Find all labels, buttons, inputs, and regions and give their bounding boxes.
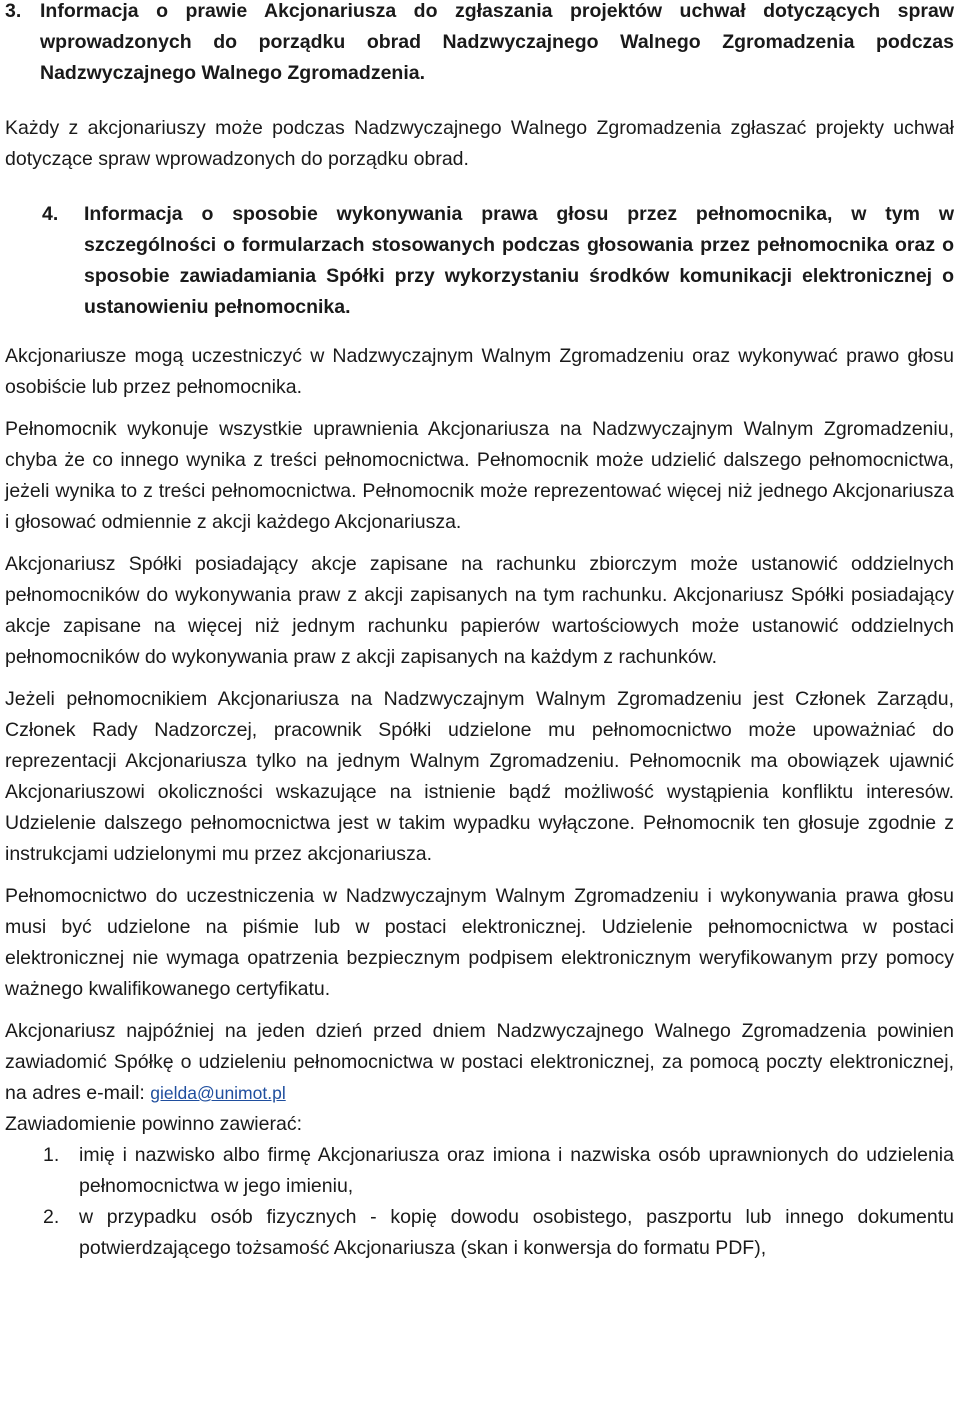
section-3-paragraph: Każdy z akcjonariuszy może podczas Nadzwyczajnego Walnego Zgromadzenia zgłaszać projekty uchwał dotyczące spraw wprowadzonych do porządku obrad. bbox=[5, 117, 954, 170]
paragraph-notice bbox=[5, 1016, 954, 1109]
list-item-number: 1. bbox=[43, 1144, 60, 1166]
list-item bbox=[5, 1202, 954, 1264]
list-item-text: w przypadku osób fizycznych - kopię dowodu osobistego, paszportu lub innego dokumentu potwierdzającego tożsamość Akcjonariusza (skan i konwersja do formatu PDF), bbox=[79, 1206, 954, 1259]
notice-text: Akcjonariusz najpóźniej na jeden dzień przed dniem Nadzwyczajnego Walnego Zgromadzenia powinien zawiadomić Spółkę o udzieleniu pełnomocnictwa w postaci elektronicznej, za pomocą poczty elektronicznej, na adres e-mail: bbox=[5, 1020, 954, 1104]
notice-contents-label: Zawiadomienie powinno zawierać: bbox=[5, 1113, 302, 1135]
list-item bbox=[5, 1140, 954, 1202]
section-3-title: Informacja o prawie Akcjonariusza do zgłaszania projektów uchwał dotyczących spraw wprowadzonych do porządku obrad Nadzwyczajnego Walnego Zgromadzenia podczas Nadzwyczajnego Walnego Zgromadzenia. bbox=[40, 0, 954, 84]
section-4-heading bbox=[5, 199, 954, 323]
paragraph-proxy-rights: Pełnomocnik wykonuje wszystkie uprawnienia Akcjonariusza na Nadzwyczajnym Walnym Zgromadzeniu, chyba że co innego wynika z treści pełnomocnictwa. Pełnomocnik może udzielić dalszego pełnomocnictwa, jeżeli wynika to z treści pełnomocnictwa. Pełnomocnik może reprezentować więcej niż jednego Akcjonariusza i głosować odmiennie z akcji każdego Akcjonariusza. bbox=[5, 418, 954, 533]
section-4-number: 4. bbox=[42, 203, 59, 225]
paragraph-omnibus-account: Akcjonariusz Spółki posiadający akcje zapisane na rachunku zbiorczym może ustanowić oddzielnych pełnomocników do wykonywania praw z akcji zapisanych na tym rachunku. Akcjonariusz Spółki posiadający akcje zapisane na więcej niż jednym rachunku papierów wartościowych może ustanowić oddzielnych pełnomocników do wykonywania praw z akcji zapisanych na każdym z rachunków. bbox=[5, 553, 954, 668]
section-3-heading bbox=[5, 0, 954, 89]
section-4-title: Informacja o sposobie wykonywania prawa głosu przez pełnomocnika, w tym w szczególności o formularzach stosowanych podczas głosowania przez pełnomocnika oraz o sposobie zawiadamiania Spółki przy wykorzystaniu środków komunikacji elektronicznej o ustanowieniu pełnomocnika. bbox=[84, 203, 954, 318]
paragraph-board-member-proxy: Jeżeli pełnomocnikiem Akcjonariusza na Nadzwyczajnym Walnym Zgromadzeniu jest Członek Zarządu, Członek Rady Nadzorczej, pracownik Spółki udzielone mu pełnomocnictwo może upoważniać do reprezentacji Akcjonariusza tylko na jednym Walnym Zgromadzeniu. Pełnomocnik ma obowiązek ujawnić Akcjonariuszowi okoliczności wskazujące na istnienie bądź możliwość wystąpienia konfliktu interesów. Udzielenie dalszego pełnomocnictwa jest w takim wypadku wyłączone. Pełnomocnik ten głosuje zgodnie z instrukcjami udzielonymi mu przez akcjonariusza. bbox=[5, 688, 954, 865]
paragraph-proxy-form: Pełnomocnictwo do uczestniczenia w Nadzwyczajnym Walnym Zgromadzeniu i wykonywania prawa głosu musi być udzielone na piśmie lub w postaci elektronicznej. Udzielenie pełnomocnictwa w postaci elektronicznej nie wymaga opatrzenia bezpiecznym podpisem elektronicznym weryfikowanym przy pomocy ważnego kwalifikowanego certyfikatu. bbox=[5, 885, 954, 1000]
list-item-number: 2. bbox=[43, 1206, 60, 1228]
notice-contents-list bbox=[5, 1140, 954, 1264]
paragraph-attendance: Akcjonariusze mogą uczestniczyć w Nadzwyczajnym Walnym Zgromadzeniu oraz wykonywać prawo głosu osobiście lub przez pełnomocnika. bbox=[5, 345, 954, 398]
email-link[interactable]: gielda@unimot.pl bbox=[150, 1083, 286, 1103]
section-3-number: 3. bbox=[5, 0, 22, 22]
list-item-text: imię i nazwisko albo firmę Akcjonariusza oraz imiona i nazwiska osób uprawnionych do udzielenia pełnomocnictwa w jego imieniu, bbox=[79, 1144, 954, 1197]
